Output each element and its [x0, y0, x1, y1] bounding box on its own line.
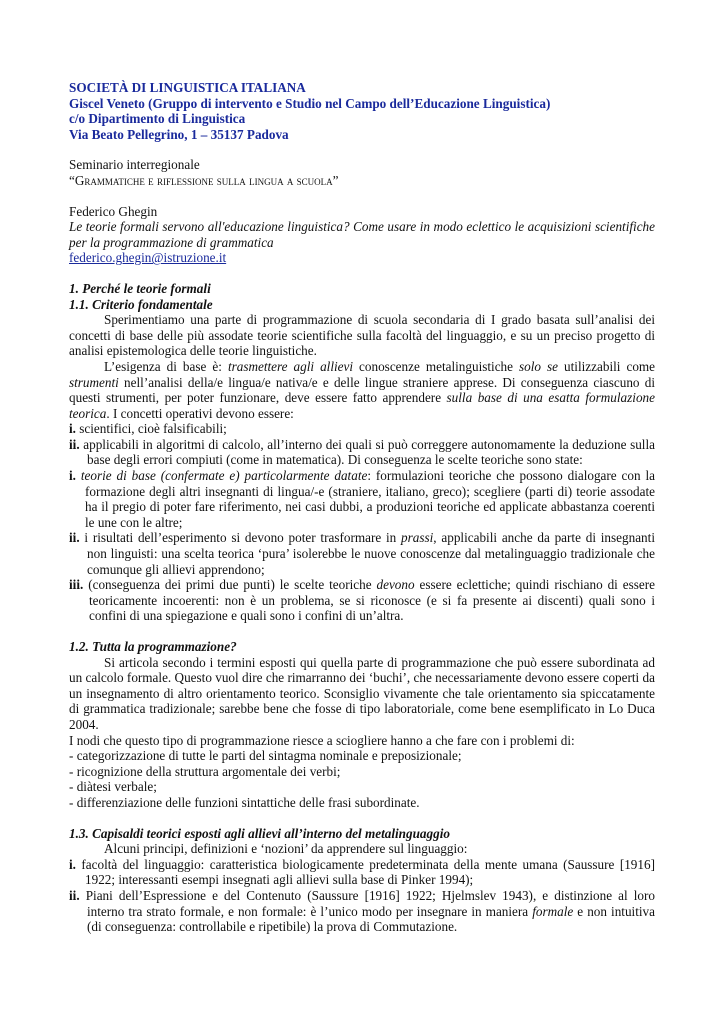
seminar-title: “Grammatiche e riflessione sulla lingua a scuola”: [69, 172, 339, 188]
section-1-1-paragraph-2: L’esigenza di base è: trasmettere agli allievi conoscenze metalinguistiche solo se utilizzabili come strumenti nell’analisi della/e lingua/e nativa/e e delle lingue straniere apprese. Di conseguenza ciascuno di questi strumenti, per poter funzionare, deve essere fatto apprendere sulla base di una esatta formulazione teorica. I concetti operativi devono essere:: [69, 358, 656, 421]
author-email-link[interactable]: federico.ghegin@istruzione.it: [69, 250, 227, 266]
section-1-3-intro: Alcuni principi, definizioni e ‘nozioni’ da apprendere sul linguaggio:: [104, 841, 468, 857]
choice-item: iii. (conseguenza dei primi due punti) le scelte teoriche devono essere eclettiche; quindi rischiano di essere teoricamente incoerenti: non è un problema, se si riconosce (e si fa presente ai discenti) quali sono i confini di una spiegazione e quali sono i confini di un’altra.: [69, 577, 655, 624]
section-1-2-paragraph: Si articola secondo i termini esposti qui quella parte di programmazione che può essere subordinata ad un calcolo formale. Questo vuol dire che rimarranno dei ‘buchi’, che necessariamente devono essere coperti da un insegnamento di altro orientamento teorico. Sconsiglio vivamente che tale orientamento sia spiccatamente di grammatica tradizionale; sarebbe bene che fosse di tipo laboratoriale, come bene esemplificato in Lo Duca 2004.: [69, 654, 655, 732]
choice-item: i. teorie di base (confermate e) particolarmente datate: formulazioni teoriche che possono dialogare con la formazione degli altri insegnanti di lingua/-e (straniere, italiano, greco); scegliere (parti di) teorie assodate ha il pregio di poter fare riferimento, nei casi dubbi, a produzioni teoriche ed applicate abbastanza coerenti le une con le altre;: [69, 468, 656, 530]
criterion-item: ii. applicabili in algoritmi di calcolo, all’interno dei quali si può correggere autonomamente la deduzione sulla base degli errori compiuti (come in matematica). Di conseguenza le scelte teoriche sono state:: [69, 436, 655, 468]
section-1-1-heading: 1.1. Criterio fondamentale: [69, 296, 213, 312]
section-1-3-heading: 1.3. Capisaldi teorici esposti agli allievi all’interno del metalinguaggio: [69, 825, 450, 841]
department: c/o Dipartimento di Linguistica: [69, 111, 246, 127]
document-page: [69, 80, 655, 935]
section-1-2-intro: I nodi che questo tipo di programmazione riesce a sciogliere hanno a che fare con i problemi di:: [69, 732, 575, 748]
list-item: - categorizzazione di tutte le parti del sintagma nominale e preposizionale;: [69, 748, 462, 764]
paper-title: Le teorie formali servono all'educazione linguistica? Come usare in modo eclettico le acquisizioni scientifiche per la programmazione di grammatica: [69, 219, 655, 250]
organization-name: SOCIETÀ DI LINGUISTICA ITALIANA: [69, 80, 306, 95]
principle-item: ii. Piani dell’Espressione e del Contenuto (Saussure [1916] 1922; Hjelmslev 1943), e distinzione al loro interno tra strato formale, e non formale: è l’unico modo per insegnare in maniera formale e non intuitiva (di conseguenza: controllabile e ripetibile) la prova di Commutazione.: [69, 887, 655, 935]
section-1-1-paragraph-1: Sperimentiamo una parte di programmazione di scuola secondaria di I grado basata sull’analisi dei concetti di base delle più assodate teorie scientifiche sulla facoltà del linguaggio, e su un preciso progetto di analisi epistemologica delle teorie linguistiche.: [69, 312, 655, 359]
list-item: - ricognizione della struttura argomentale dei verbi;: [69, 763, 341, 779]
header-block: [69, 80, 655, 142]
section-1-heading: 1. Perché le teorie formali: [69, 280, 211, 296]
section-1-2-heading: 1.2. Tutta la programmazione?: [69, 639, 237, 654]
address: Via Beato Pellegrino, 1 – 35137 Padova: [69, 126, 289, 142]
group-name: Giscel Veneto (Gruppo di intervento e Studio nel Campo dell’Educazione Linguistica): [69, 95, 551, 111]
list-item: - diàtesi verbale;: [69, 779, 157, 795]
seminar-type: Seminario interregionale: [69, 157, 200, 173]
criterion-item: i. scientifici, cioè falsificabili;: [69, 421, 227, 437]
principle-item: i. facoltà del linguaggio: caratteristica biologicamente predeterminata della mente umana (Saussure [1916] 1922; interessanti esempi insegnati agli allievi sulla base di Pinker 1994);: [69, 856, 655, 888]
author-name: Federico Ghegin: [69, 203, 158, 219]
list-item: - differenziazione delle funzioni sintattiche delle frasi subordinate.: [69, 794, 420, 810]
choice-item: ii. i risultati dell’esperimento si devono poter trasformare in prassi, applicabili anche da parte di insegnanti non linguisti: una scelta teorica ‘pura’ isolerebbe le nuove conoscenze dal metalinguaggio tradizionale che comunque gli allievi apprendono;: [69, 530, 655, 577]
